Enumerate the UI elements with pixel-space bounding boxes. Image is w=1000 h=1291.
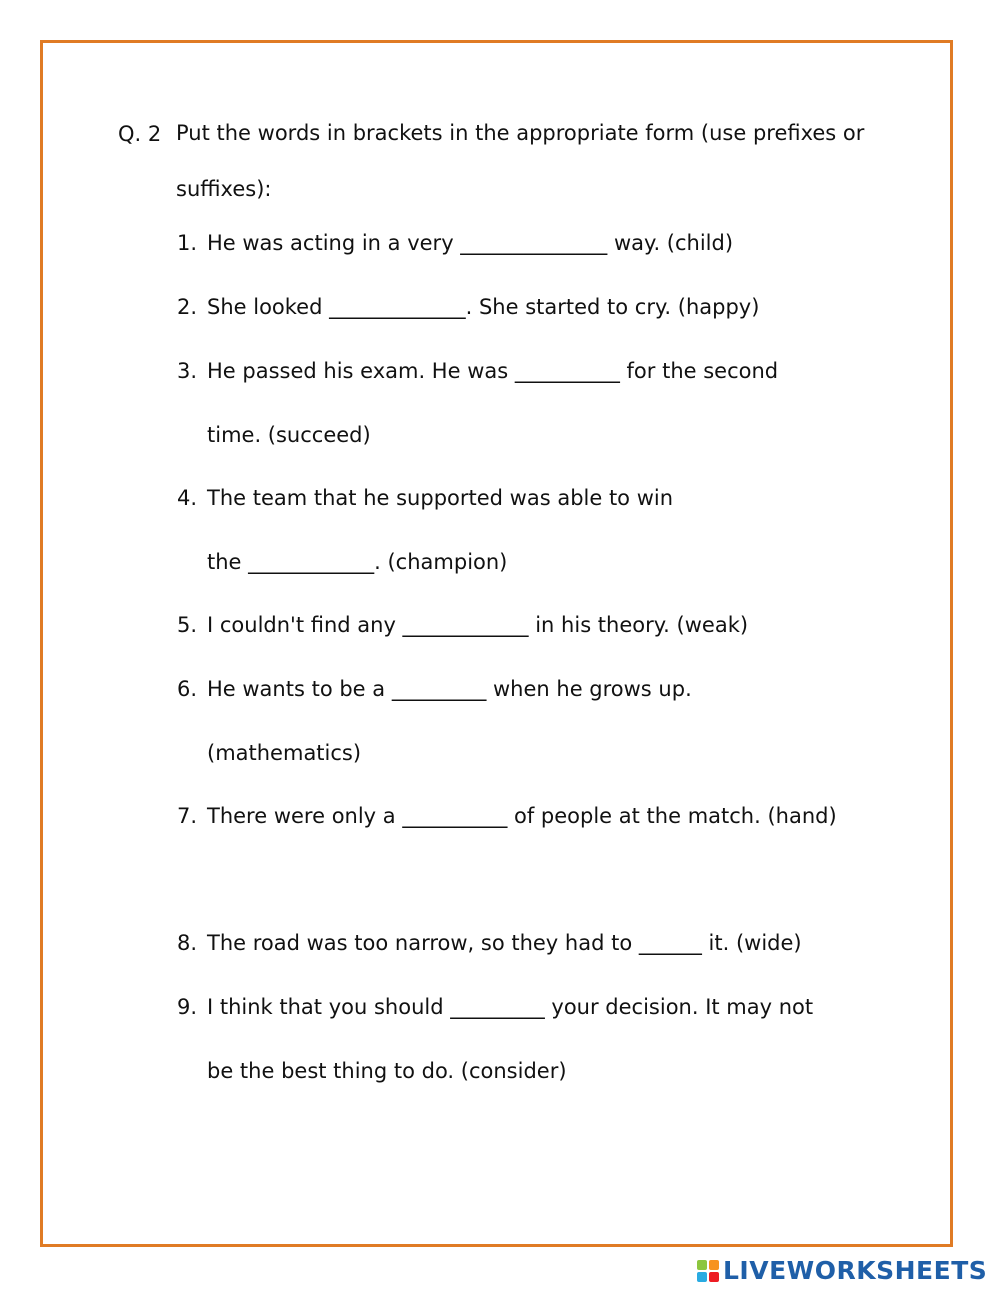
- item-number: 8.: [177, 931, 198, 955]
- exercise-item-3: [177, 339, 837, 467]
- item-text: She looked _____________. She started to cry. (happy): [207, 295, 760, 319]
- item-text: The road was too narrow, so they had to ______ it. (wide): [207, 931, 802, 955]
- item-text: He was acting in a very ______________ way. (child): [207, 231, 734, 255]
- item-number: 4.: [177, 486, 198, 510]
- item-text: The team that he supported was able to win the ____________. (champion): [207, 486, 674, 574]
- exercise-item-8: [177, 911, 877, 975]
- item-text: I think that you should _________ your decision. It may not be the best thing to do. (consider): [207, 995, 814, 1083]
- exercise-item-1: [177, 211, 867, 275]
- exercise-item-5: [177, 593, 867, 657]
- exercise-item-6: [177, 657, 757, 785]
- exercise-item-7: [177, 784, 837, 848]
- item-text: He wants to be a _________ when he grows up. (mathematics): [207, 677, 692, 765]
- item-text: I couldn't find any ____________ in his theory. (weak): [207, 613, 749, 637]
- item-number: 5.: [177, 613, 198, 637]
- item-number: 2.: [177, 295, 198, 319]
- question-number: Q. 2: [118, 122, 162, 146]
- logo-text: LIVEWORKSHEETS: [723, 1256, 988, 1285]
- item-number: 9.: [177, 995, 198, 1019]
- exercise-item-9: [177, 975, 837, 1103]
- item-text: He passed his exam. He was __________ for the second time. (succeed): [207, 359, 779, 447]
- item-number: 7.: [177, 804, 198, 828]
- exercise-item-4: [177, 466, 697, 594]
- liveworksheets-logo: [697, 1258, 987, 1284]
- item-number: 6.: [177, 677, 198, 701]
- question-instruction: Put the words in brackets in the appropriate form (use prefixes or suffixes):: [176, 121, 865, 201]
- item-number: 3.: [177, 359, 198, 383]
- item-number: 1.: [177, 231, 198, 255]
- exercise-item-2: [177, 275, 867, 339]
- item-text: There were only a __________ of people at the match. (hand): [207, 804, 837, 828]
- logo-blocks-icon: [697, 1260, 719, 1282]
